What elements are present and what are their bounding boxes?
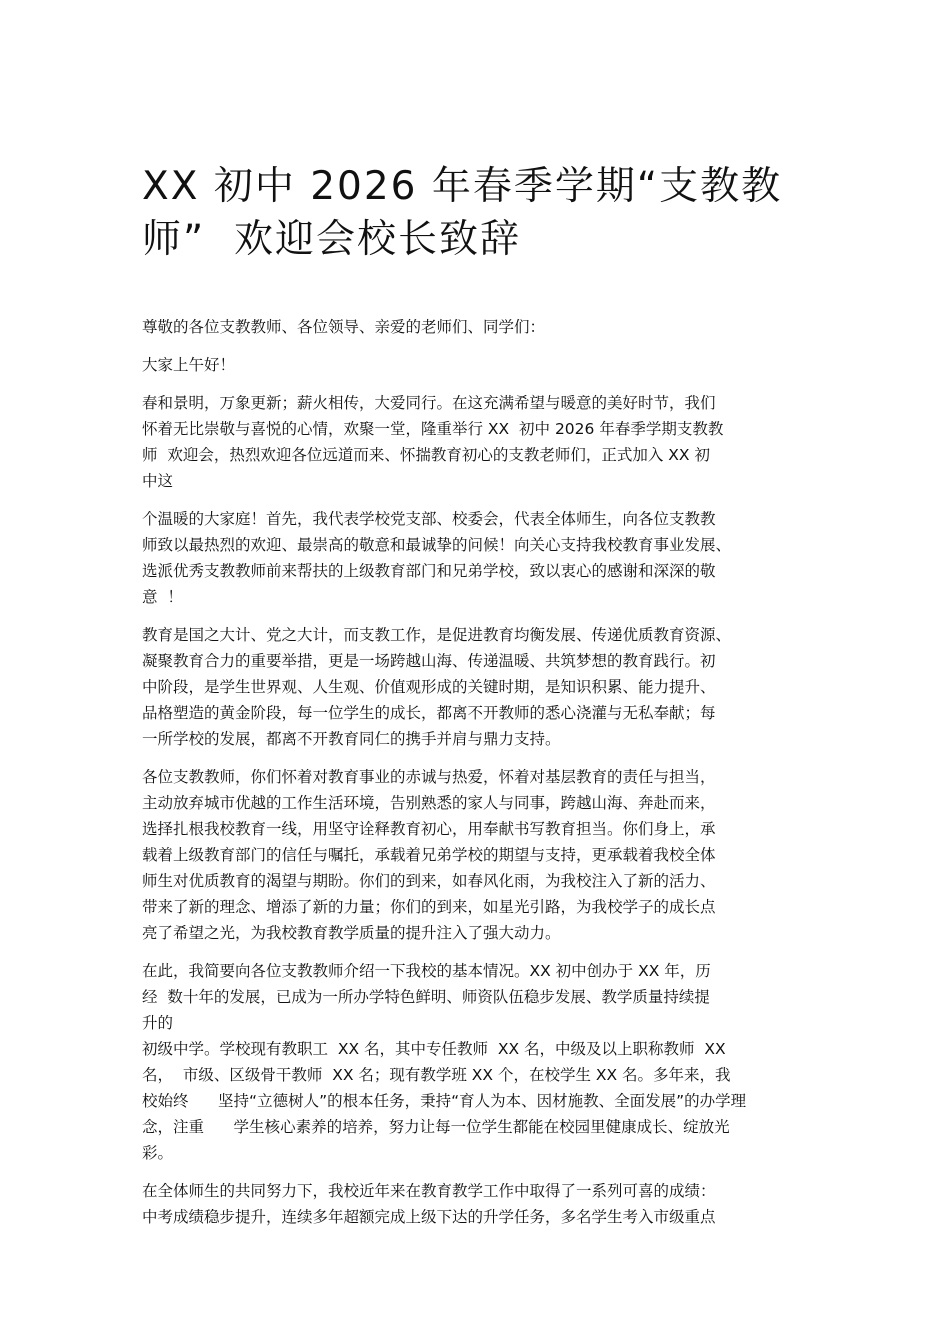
text-line: 春和景明，万象更新；薪火相传，大爱同行。在这充满希望与暖意的美好时节，我们 <box>142 394 716 412</box>
text-line: 意 ！ <box>142 588 183 606</box>
text-line: 怀着无比崇敬与喜悦的心情，欢聚一堂，隆重举行 XX 初中 2026 年春季学期支教教 <box>142 420 724 438</box>
paragraph <box>142 506 832 610</box>
paragraph <box>142 622 832 752</box>
text-line: 升的 <box>142 1014 174 1032</box>
title-line-1: XX 初中 2026 年春季学期“支教教 <box>142 164 783 209</box>
paragraph <box>142 314 832 340</box>
text-line: 中这 <box>142 472 174 490</box>
text-line: 教育是国之大计、党之大计，而支教工作，是促进教育均衡发展、传递优质教育资源、 <box>142 626 732 644</box>
text-line: 带来了新的理念、增添了新的力量；你们的到来，如星光引路，为我校学子的成长点 <box>142 898 716 916</box>
text-line: 选派优秀支教教师前来帮扶的上级教育部门和兄弟学校，致以衷心的感谢和深深的敬 <box>142 562 716 580</box>
text-line: 品格塑造的黄金阶段，每一位学生的成长，都离不开教师的悉心浇灌与无私奉献；每 <box>142 704 716 722</box>
text-line: 个温暖的大家庭！首先，我代表学校党支部、校委会，代表全体师生，向各位支教教 <box>142 510 716 528</box>
text-line: 凝聚教育合力的重要举措，更是一场跨越山海、传递温暖、共筑梦想的教育践行。初 <box>142 652 716 670</box>
text-line: 中考成绩稳步提升，连续多年超额完成上级下达的升学任务，多名学生考入市级重点 <box>142 1208 716 1226</box>
text-line: 初级中学。学校现有教职工 XX 名，其中专任教师 XX 名，中级及以上职称教师 XX <box>142 1040 726 1058</box>
text-line: 载着上级教育部门的信任与嘱托，承载着兄弟学校的期望与支持，更承载着我校全体 <box>142 846 716 864</box>
title-line-2: 师” 欢迎会校长致辞 <box>142 217 521 262</box>
text-line: 彩。 <box>142 1144 174 1162</box>
text-line: 各位支教教师，你们怀着对教育事业的赤诚与热爱，怀着对基层教育的责任与担当， <box>142 768 716 786</box>
text-line: 校始终 坚持“立德树人”的根本任务，秉持“育人为本、因材施教、全面发展”的办学理 <box>142 1092 747 1110</box>
paragraph <box>142 764 832 946</box>
document-body <box>142 314 832 1242</box>
text-line: 名， 市级、区级骨干教师 XX 名；现有教学班 XX 个，在校学生 XX 名。多年来，我 <box>142 1066 731 1084</box>
text-line: 一所学校的发展，都离不开教育同仁的携手并肩与鼎力支持。 <box>142 730 561 748</box>
document-title <box>142 160 822 266</box>
text-line: 选择扎根我校教育一线，用坚守诠释教育初心，用奉献书写教育担当。你们身上，承 <box>142 820 716 838</box>
paragraph <box>142 352 832 378</box>
text-line: 中阶段，是学生世界观、人生观、价值观形成的关键时期，是知识积累、能力提升、 <box>142 678 716 696</box>
paragraph <box>142 958 832 1166</box>
text-line: 经 数十年的发展，已成为一所办学特色鲜明、师资队伍稳步发展、教学质量持续提 <box>142 988 710 1006</box>
text-line: 大家上午好！ <box>142 356 236 374</box>
paragraph <box>142 1178 832 1230</box>
text-line: 师致以最热烈的欢迎、最崇高的敬意和最诚挚的问候！向关心支持我校教育事业发展、 <box>142 536 732 554</box>
text-line: 尊敬的各位支教教师、各位领导、亲爱的老师们、同学们： <box>142 318 546 336</box>
text-line: 在全体师生的共同努力下，我校近年来在教育教学工作中取得了一系列可喜的成绩： <box>142 1182 716 1200</box>
text-line: 念，注重 学生核心素养的培养，努力让每一位学生都能在校园里健康成长、绽放光 <box>142 1118 730 1136</box>
text-line: 主动放弃城市优越的工作生活环境，告别熟悉的家人与同事，跨越山海、奔赴而来， <box>142 794 716 812</box>
text-line: 师生对优质教育的渴望与期盼。你们的到来，如春风化雨，为我校注入了新的活力、 <box>142 872 716 890</box>
text-line: 师 欢迎会，热烈欢迎各位远道而来、怀揣教育初心的支教老师们，正式加入 XX 初 <box>142 446 710 464</box>
paragraph <box>142 390 832 494</box>
text-line: 在此，我简要向各位支教教师介绍一下我校的基本情况。XX 初中创办于 XX 年，历 <box>142 962 711 980</box>
text-line: 亮了希望之光，为我校教育教学质量的提升注入了强大动力。 <box>142 924 561 942</box>
